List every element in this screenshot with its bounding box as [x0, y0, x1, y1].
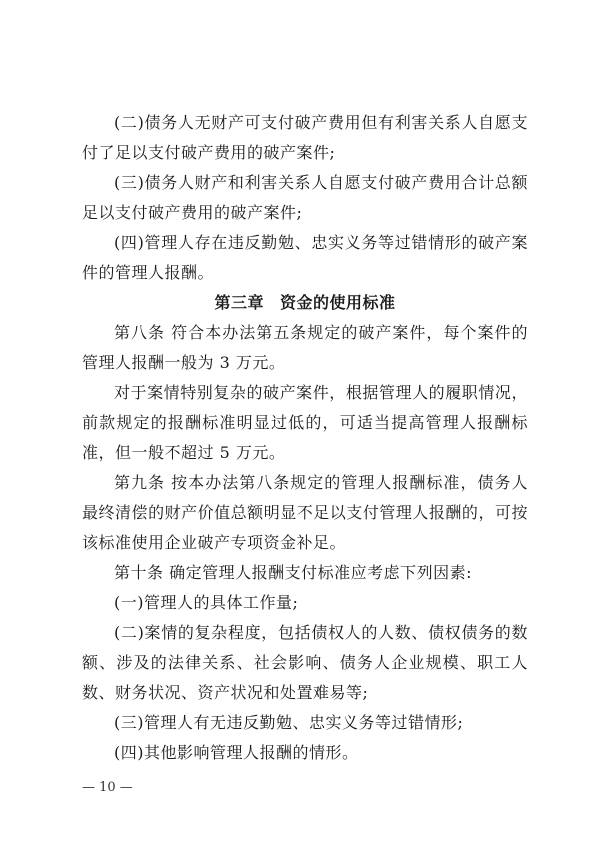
article-8-paragraph-2: 对于案情特别复杂的破产案件，根据管理人的履职情况，前款规定的报酬标准明显过低的，可适当提高管理人报酬标准，但一般不超过 5 万元。: [82, 383, 528, 462]
article-10-item-1: (一)管理人的具体工作量;: [114, 593, 299, 612]
paragraph-item-4: (四)管理人存在违反勤勉、忠实义务等过错情形的破产案件的管理人报酬。: [82, 233, 528, 282]
article-10-item-3: (三)管理人有无违反勤勉、忠实义务等过错情形;: [114, 713, 464, 732]
document-body: [82, 108, 528, 768]
paragraph-item-2: (二)债务人无财产可支付破产费用但有利害关系人自愿支付了足以支付破产费用的破产案件;: [82, 113, 528, 162]
chapter-title: 资金的使用标准: [280, 293, 396, 312]
chapter-heading: [82, 288, 528, 318]
article-10-item-2: (二)案情的复杂程度，包括债权人的人数、债权债务的数额、涉及的法律关系、社会影响、债务人企业规模、职工人数、财务状况、资产状况和处置难易等;: [82, 623, 528, 702]
article-9: 第九条 按本办法第八条规定的管理人报酬标准，债务人最终清偿的财产价值总额明显不足以支付管理人报酬的，可按该标准使用企业破产专项资金补足。: [82, 473, 528, 552]
paragraph-item-3: (三)债务人财产和利害关系人自愿支付破产费用合计总额足以支付破产费用的破产案件;: [82, 173, 528, 222]
page-number: — 10 —: [82, 780, 133, 795]
article-10-item-4: (四)其他影响管理人报酬的情形。: [114, 743, 359, 762]
article-10: 第十条 确定管理人报酬支付标准应考虑下列因素:: [114, 563, 472, 582]
article-8: 第八条 符合本办法第五条规定的破产案件，每个案件的管理人报酬一般为 3 万元。: [82, 323, 528, 372]
chapter-number: 第三章: [214, 293, 264, 312]
